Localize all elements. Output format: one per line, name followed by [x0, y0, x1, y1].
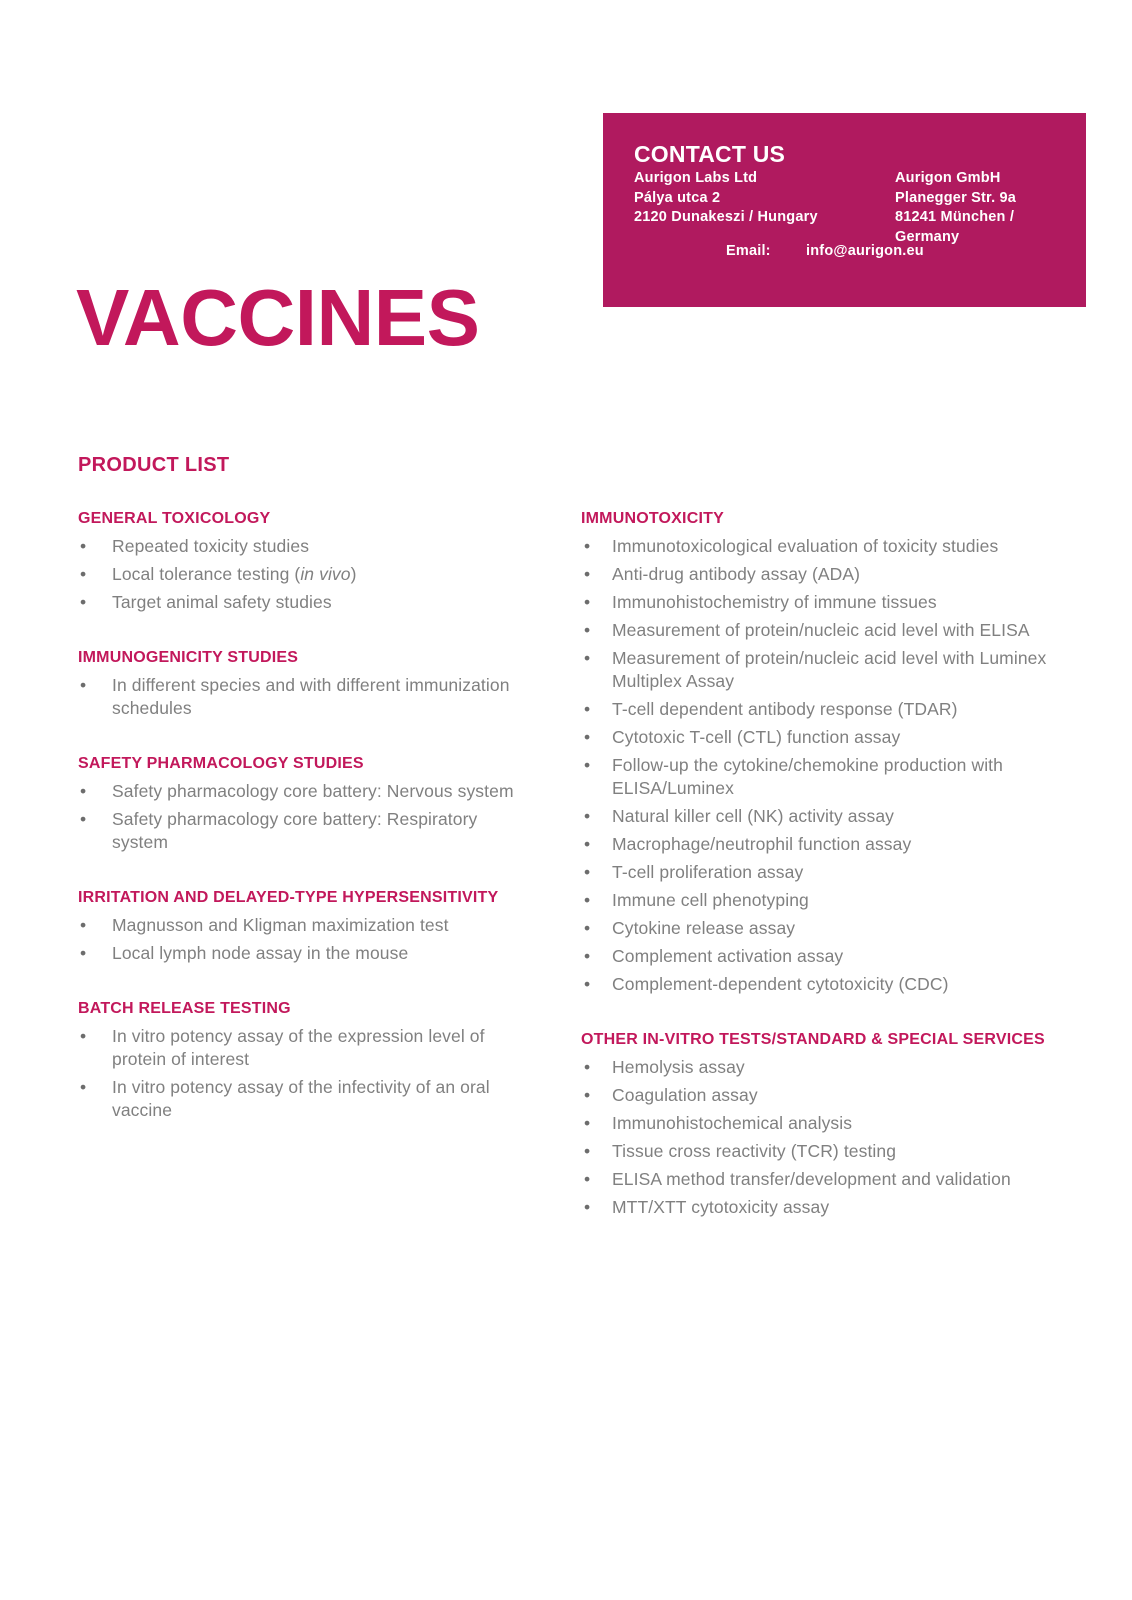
contact-hungary-line-3: 2120 Dunakeszi / Hungary [634, 209, 818, 225]
bullet-point-icon: • [584, 946, 591, 966]
list-item [581, 1168, 1051, 1191]
list-item-label: Local lymph node assay in the mouse [112, 943, 409, 963]
list-item-label: T-cell proliferation assay [612, 862, 804, 882]
list-item-label: In vitro potency assay of the infectivity of an oral vaccine [112, 1077, 490, 1120]
list-item [581, 698, 1051, 721]
section-spacer [78, 619, 538, 647]
contact-hungary-line-1: Aurigon Labs Ltd [634, 170, 758, 186]
bullet-point-icon: • [80, 915, 87, 935]
list-item [581, 1140, 1051, 1163]
section [78, 753, 538, 854]
bullet-point-icon: • [584, 1057, 591, 1077]
list-item-label: Natural killer cell (NK) activity assay [612, 806, 895, 826]
bullet-point-icon: • [584, 862, 591, 882]
section-heading: GENERAL TOXICOLOGY [78, 510, 271, 527]
contact-box [603, 113, 1086, 307]
list-item [78, 535, 538, 558]
bullet-point-icon: • [584, 834, 591, 854]
contact-germany-line-1: Aurigon GmbH [895, 170, 1001, 186]
list-item [581, 726, 1051, 749]
bullet-point-icon: • [584, 1113, 591, 1133]
list-item-label: Cytokine release assay [612, 918, 796, 938]
email-address[interactable]: info@aurigon.eu [806, 243, 924, 259]
italic-term: in vivo [300, 564, 351, 584]
bullet-point-icon: • [584, 1197, 591, 1217]
email-label: Email: [726, 243, 771, 259]
list-item-label: Macrophage/neutrophil function assay [612, 834, 912, 854]
contact-title: CONTACT US [634, 141, 786, 167]
list-item [581, 619, 1051, 642]
bullet-point-icon: • [584, 1141, 591, 1161]
list-item [581, 1112, 1051, 1135]
list-item-label: Immunohistochemistry of immune tissues [612, 592, 937, 612]
bullet-point-icon: • [584, 974, 591, 994]
bullet-point-icon: • [80, 781, 87, 801]
section-heading: OTHER IN-VITRO TESTS/STANDARD & SPECIAL SERVICES [581, 1031, 1045, 1048]
list-item [581, 805, 1051, 828]
section-heading: IMMUNOTOXICITY [581, 510, 724, 527]
section [581, 508, 1051, 996]
list-item-label: Magnusson and Kligman maximization test [112, 915, 449, 935]
bullet-point-icon: • [80, 943, 87, 963]
contact-germany-line-4: Germany [895, 228, 960, 245]
list-item-label: ELISA method transfer/development and validation [612, 1169, 1011, 1189]
bullet-point-icon: • [584, 620, 591, 640]
list-item [78, 591, 538, 614]
right-column [581, 508, 1051, 1224]
section-heading: IRRITATION AND DELAYED-TYPE HYPERSENSITIVITY [78, 889, 499, 906]
bullet-point-icon: • [80, 592, 87, 612]
list-item-label: Anti-drug antibody assay (ADA) [612, 564, 861, 584]
list-item-label: Hemolysis assay [612, 1057, 745, 1077]
section [78, 998, 538, 1122]
list-item-label: Safety pharmacology core battery: Respiratory system [112, 809, 478, 852]
list-item [581, 833, 1051, 856]
section-heading: SAFETY PHARMACOLOGY STUDIES [78, 755, 364, 772]
bullet-point-icon: • [584, 536, 591, 556]
bullet-point-icon: • [80, 1077, 87, 1097]
list-item [581, 889, 1051, 912]
section-spacer [78, 859, 538, 887]
list-item [78, 914, 538, 937]
bullet-list [581, 1056, 1051, 1219]
left-column [78, 508, 538, 1127]
bullet-point-icon: • [80, 809, 87, 829]
list-item [581, 754, 1051, 800]
bullet-point-icon: • [584, 564, 591, 584]
list-item [78, 674, 538, 720]
list-item-label: Measurement of protein/nucleic acid level with ELISA [612, 620, 1030, 640]
list-item [78, 780, 538, 803]
product-list-heading: PRODUCT LIST [78, 454, 230, 476]
section-spacer [78, 970, 538, 998]
list-item-label: Immunotoxicological evaluation of toxicity studies [612, 536, 999, 556]
section-heading: BATCH RELEASE TESTING [78, 1000, 291, 1017]
section [78, 647, 538, 720]
contact-germany-line-2: Planegger Str. 9a [895, 189, 1017, 206]
list-item-label: Complement-dependent cytotoxicity (CDC) [612, 974, 949, 994]
list-item-label: In different species and with different immunization schedules [112, 675, 510, 718]
list-item [581, 591, 1051, 614]
list-item-label: Safety pharmacology core battery: Nervous system [112, 781, 514, 801]
list-item [581, 945, 1051, 968]
list-item-label: Immunohistochemical analysis [612, 1113, 853, 1133]
bullet-list [78, 780, 538, 854]
list-item-label: Immune cell phenotyping [612, 890, 809, 910]
list-item [581, 1196, 1051, 1219]
list-item [78, 1025, 538, 1071]
list-item [581, 973, 1051, 996]
list-item [78, 808, 538, 854]
list-item-label: Cytotoxic T-cell (CTL) function assay [612, 727, 901, 747]
bullet-point-icon: • [584, 699, 591, 719]
bullet-point-icon: • [584, 755, 591, 775]
list-item-label: In vitro potency assay of the expression level of protein of interest [112, 1026, 485, 1069]
section-heading: IMMUNOGENICITY STUDIES [78, 649, 299, 666]
list-item [581, 647, 1051, 693]
contact-germany-line-3: 81241 München / [895, 209, 1015, 225]
list-item-label: Local tolerance testing (in vivo) [112, 564, 357, 584]
bullet-point-icon: • [584, 592, 591, 612]
list-item-label: Measurement of protein/nucleic acid level with Luminex Multiplex Assay [612, 648, 1047, 691]
bullet-point-icon: • [80, 675, 87, 695]
list-item-label: MTT/XTT cytotoxicity assay [612, 1197, 830, 1217]
bullet-point-icon: • [80, 536, 87, 556]
section [78, 508, 538, 614]
list-item [581, 917, 1051, 940]
bullet-point-icon: • [584, 1085, 591, 1105]
list-item [581, 861, 1051, 884]
section [78, 887, 538, 965]
bullet-point-icon: • [80, 564, 87, 584]
bullet-list [78, 914, 538, 965]
list-item-label: Coagulation assay [612, 1085, 758, 1105]
bullet-point-icon: • [584, 806, 591, 826]
list-item [78, 563, 538, 586]
contact-address-hungary [634, 169, 818, 228]
list-item-label: Follow-up the cytokine/chemokine production with ELISA/Luminex [612, 755, 1003, 798]
list-item [581, 1056, 1051, 1079]
bullet-point-icon: • [584, 1169, 591, 1189]
bullet-list [78, 535, 538, 614]
bullet-list [581, 535, 1051, 996]
bullet-point-icon: • [584, 727, 591, 747]
bullet-point-icon: • [584, 918, 591, 938]
list-item-label: Complement activation assay [612, 946, 844, 966]
list-item-label: Repeated toxicity studies [112, 536, 310, 556]
list-item [581, 563, 1051, 586]
bullet-point-icon: • [584, 890, 591, 910]
list-item-label: T-cell dependent antibody response (TDAR) [612, 699, 958, 719]
page-title: VACCINES [76, 273, 480, 362]
section-spacer [581, 1001, 1051, 1029]
list-item [78, 1076, 538, 1122]
bullet-list [78, 1025, 538, 1122]
bullet-list [78, 674, 538, 720]
section [581, 1029, 1051, 1219]
bullet-point-icon: • [80, 1026, 87, 1046]
bullet-point-icon: • [584, 648, 591, 668]
list-item-label: Tissue cross reactivity (TCR) testing [612, 1141, 897, 1161]
section-spacer [78, 725, 538, 753]
contact-address-germany [895, 169, 1016, 247]
list-item [78, 942, 538, 965]
list-item [581, 535, 1051, 558]
contact-hungary-line-2: Pálya utca 2 [634, 189, 721, 206]
list-item-label: Target animal safety studies [112, 592, 332, 612]
list-item [581, 1084, 1051, 1107]
